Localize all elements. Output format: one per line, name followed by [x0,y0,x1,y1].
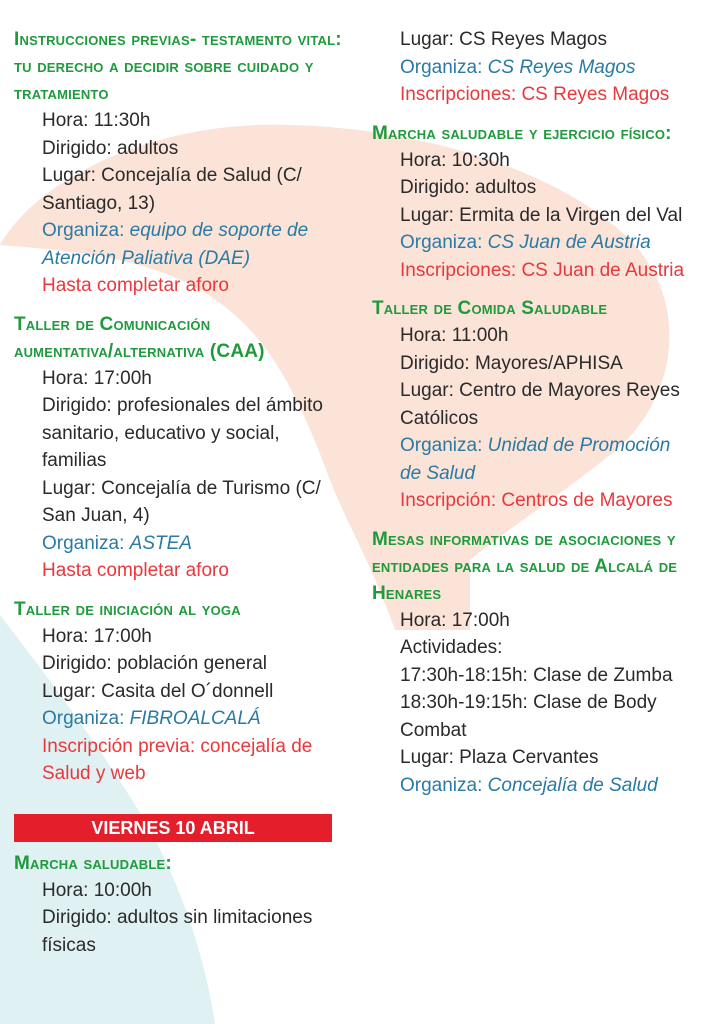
event-dirigido: Dirigido: adultos [42,137,179,159]
organiza-name: equipo de soporte de Atención Paliativa (DAE) [42,220,309,269]
organiza-name: FIBROALCALÁ [129,708,261,729]
organiza-label: Organiza: [42,532,130,554]
organiza-name: CS Juan de Austria [487,232,651,253]
event-hora: Hora: 17:00h [400,609,510,631]
event-lugar: Lugar: Ermita de la Virgen del Val [400,204,683,226]
event-inscripcion: Hasta completar aforo [42,275,229,296]
event-hora: Hora: 11:30h [42,110,151,131]
event-inscripcion: Hasta completar aforo [42,560,229,581]
event-marcha-saludable [14,850,344,960]
event-lugar: Lugar: Plaza Cervantes [400,747,599,768]
event-organiza [372,432,692,487]
event-hora: Hora: 10:30h [400,149,510,171]
event-taller-yoga [14,596,344,788]
organiza-label: Organiza: [400,56,488,78]
event-inscripcion: Inscripciones: CS Juan de Austria [400,259,685,281]
right-column [372,26,692,810]
event-dirigido: Dirigido: adultos sin limitaciones físicas [42,907,313,956]
event-actividad: 18:30h-19:15h: Clase de Body Combat [400,692,657,741]
event-hora: Hora: 10:00h [42,879,152,901]
event-organiza [14,530,344,558]
event-hora: Hora: 17:00h [42,367,152,389]
event-title: Taller de Comida Saludable [372,298,608,319]
event-organiza [372,229,692,257]
event-title: Marcha saludable y ejercicio físico: [372,122,672,144]
event-lugar: Lugar: Concejalía de Turismo (C/ San Juan, 4) [42,477,321,526]
event-lugar: Lugar: Casita del O´donnell [42,680,274,702]
event-inscripcion: Inscripciones: CS Reyes Magos [400,84,670,105]
event-lugar: Lugar: Centro de Mayores Reyes Católicos [400,380,680,429]
day-header: VIERNES 10 ABRIL [14,814,332,842]
event-actividad: 17:30h-18:15h: Clase de Zumba [400,664,673,686]
event-title: Taller de iniciación al yoga [14,598,241,620]
event-title: Taller de Comunicación aumentativa/alternativa (CAA) [14,313,265,362]
event-dirigido: Dirigido: adultos [400,177,537,198]
event-title: Marcha saludable: [14,852,172,874]
event-lugar: Lugar: Concejalía de Salud (C/ Santiago, 13) [42,165,302,214]
event-dirigido: Dirigido: población general [42,653,267,674]
event-taller-caa [14,311,344,585]
event-marcha-ejercicio [372,120,692,285]
organiza-label: Organiza: [42,220,130,241]
event-instrucciones-previas [14,26,344,300]
event-dirigido: Dirigido: profesionales del ámbito sanitario, educativo y social, familias [42,395,323,471]
event-hora: Hora: 11:00h [400,325,509,346]
event-lugar: Lugar: CS Reyes Magos [400,29,607,50]
organiza-label: Organiza: [400,435,488,456]
event-continued [372,26,692,109]
organiza-name: Concejalía de Salud [487,774,658,796]
organiza-label: Organiza: [400,774,488,796]
event-organiza [14,217,344,272]
organiza-name: ASTEA [129,532,192,554]
organiza-name: CS Reyes Magos [487,56,636,78]
organiza-label: Organiza: [400,232,488,253]
event-organiza [14,705,344,733]
event-mesas-informativas [372,526,692,800]
event-inscripcion: Inscripción previa: concejalía de Salud y web [42,735,313,784]
left-column [14,26,344,970]
organiza-label: Organiza: [42,708,130,729]
event-inscripcion: Inscripción: Centros de Mayores [400,490,673,511]
event-dirigido: Dirigido: Mayores/APHISA [400,352,623,374]
event-organiza [372,772,692,800]
event-title: Mesas informativas de asociaciones y entidades para la salud de Alcalá de Henares [372,528,678,604]
event-title: Instrucciones previas- testamento vital: tu derecho a decidir sobre cuidado y tratamiento [14,29,342,104]
event-organiza [372,54,692,82]
event-comida-saludable [372,295,692,515]
event-hora: Hora: 17:00h [42,625,152,647]
organiza-name: Unidad de Promoción de Salud [400,435,671,484]
event-actividades-label: Actividades: [400,637,503,658]
